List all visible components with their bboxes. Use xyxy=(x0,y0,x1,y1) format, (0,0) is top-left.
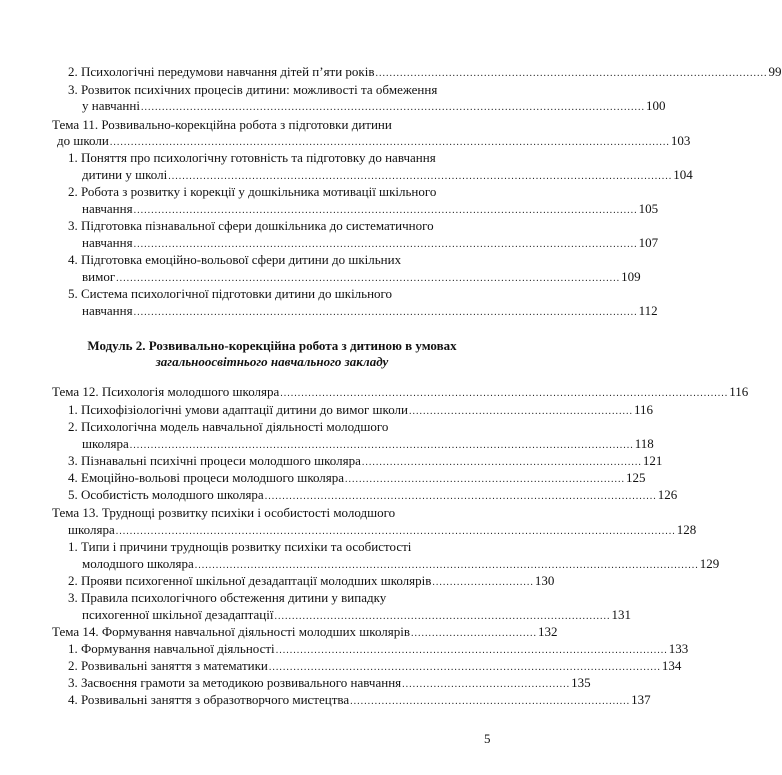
toc-page-number: 126 xyxy=(657,487,678,502)
toc-entry-title: 1. Психофізіологічні умови адаптації дитини до вимог школи xyxy=(68,402,408,417)
toc-leader-dots: ................................................................................................................................................ xyxy=(168,171,673,182)
toc-leader-dots: ................................................................................................................................................................ xyxy=(109,137,670,148)
toc-entry[interactable] xyxy=(68,675,591,692)
toc-page-number: 100 xyxy=(645,98,666,113)
toc-entry-title: 4. Емоційно-вольові процеси молодшого школяра xyxy=(68,470,345,485)
toc-entry-title: 2. Прояви психогенної шкільної дезадаптації молодших школярів xyxy=(68,573,432,588)
toc-entry-title: 1. Типи і причини труднощів розвитку психіки та особистості xyxy=(68,539,412,554)
toc-entry[interactable] xyxy=(68,402,654,419)
toc-leader-dots: ................................................................................................................ xyxy=(264,491,657,502)
toc-entry[interactable] xyxy=(68,641,689,658)
toc-leader-dots: ................................................................................................ xyxy=(274,611,611,622)
toc-entry[interactable] xyxy=(68,64,782,81)
toc-entry-title: 2. Психологічна модель навчальної діяльності молодшого xyxy=(68,419,389,434)
toc-entry[interactable] xyxy=(82,556,720,573)
toc-entry-title-cont: навчання xyxy=(82,303,133,318)
toc-leader-dots: ................................................................................................................................................ xyxy=(140,102,645,113)
toc-page-number: 133 xyxy=(668,641,689,656)
toc-entry-title-cont: дитини у школі xyxy=(82,167,168,182)
toc-topic-title: Тема 12. Психологія молодшого школяра xyxy=(52,384,280,399)
toc-page-number: 132 xyxy=(538,624,558,639)
toc-page-number: 121 xyxy=(642,453,663,468)
toc-entry[interactable] xyxy=(68,573,555,590)
toc-entry-title: 3. Правила психологічного обстеження дитини у випадку xyxy=(68,590,387,605)
toc-leader-dots: ................................................................................ xyxy=(350,696,631,707)
toc-entry-title-cont: психогенної шкільної дезадаптації xyxy=(82,607,274,622)
toc-entry[interactable] xyxy=(68,470,646,487)
toc-leader-dots: ................................................................................................................ xyxy=(268,662,661,673)
toc-page-number: 135 xyxy=(571,675,591,690)
toc-page-number: 130 xyxy=(534,573,555,588)
toc-topic-title-cont: до школи xyxy=(57,133,109,148)
toc-entry[interactable] xyxy=(82,269,641,286)
toc-leader-dots: ................................................................................................................................................ xyxy=(116,273,621,284)
toc-entry-title: 1. Формування навчальної діяльності xyxy=(68,641,275,656)
toc-entry-title: 5. Особистість молодшого школяра xyxy=(68,487,264,502)
toc-leader-dots: ................................................ xyxy=(402,679,571,690)
toc-entry-title: 3. Розвиток психічних процесів дитини: можливості та обмеження xyxy=(68,82,438,97)
toc-topic-title: Тема 13. Труднощі розвитку психіки і особистості молодшого xyxy=(52,505,396,520)
toc-page-number: 128 xyxy=(676,522,697,537)
toc-entry[interactable] xyxy=(68,692,651,709)
toc-leader-dots: ................................................................................................................................................ xyxy=(194,560,699,571)
toc-leader-dots: ................................................................................................................................ xyxy=(280,388,729,399)
toc-entry[interactable] xyxy=(68,487,678,504)
toc-page-number: 134 xyxy=(661,658,682,673)
module-heading-line2: загальноосвітнього навчального закладу xyxy=(155,354,389,369)
toc-topic[interactable] xyxy=(52,384,749,401)
toc-page-number: 137 xyxy=(631,692,651,707)
toc-entry[interactable] xyxy=(82,436,654,453)
toc-entry-title: 5. Система психологічної підготовки дитини до шкільного xyxy=(68,286,393,301)
toc-entry-title: 3. Підготовка пізнавальної сфери дошкільника до систематичного xyxy=(68,218,434,233)
toc-leader-dots: ................................................................................................................................................ xyxy=(133,205,638,216)
toc-entry-title-cont: у навчанні xyxy=(82,98,140,113)
toc-page-number: 129 xyxy=(699,556,720,571)
toc-topic-title-cont: школяра xyxy=(68,522,115,537)
toc-entry-title-cont: навчання xyxy=(82,235,133,250)
toc-leader-dots: ................................................................................................................................................ xyxy=(133,307,638,318)
toc-entry-title-cont: навчання xyxy=(82,201,133,216)
toc-leader-dots: ................................................................................................................................................................ xyxy=(115,526,676,537)
toc-leader-dots: ................................................................................................................ xyxy=(375,68,768,79)
toc-page-number: 99 xyxy=(768,64,782,79)
toc-entry-title: 1. Поняття про психологічну готовність та підготовку до навчання xyxy=(68,150,436,165)
toc-leader-dots: ................................................................ xyxy=(408,406,633,417)
toc-entry[interactable] xyxy=(82,98,666,115)
toc-leader-dots: ................................................................................................................ xyxy=(275,645,668,656)
toc-page-number: 107 xyxy=(638,235,659,250)
toc-leader-dots: ................................................................................................................................................ xyxy=(133,239,638,250)
toc-topic[interactable] xyxy=(68,522,697,539)
page-number: 5 xyxy=(484,731,491,746)
toc-entry-title-cont: школяра xyxy=(82,436,129,451)
toc-leader-dots: .................................... xyxy=(411,628,538,639)
module-heading xyxy=(50,338,494,370)
module-heading-line1: Модуль 2. Розвивально-корекційна робота з дитиною в умовах xyxy=(87,338,457,353)
toc-entry-title: 2. Розвивальні заняття з математики xyxy=(68,658,268,673)
toc-topic-title: Тема 11. Розвивально-корекційна робота з підготовки дитини xyxy=(52,117,392,132)
toc-topic-title: Тема 14. Формування навчальної діяльності молодших школярів xyxy=(52,624,411,639)
toc-entry[interactable] xyxy=(68,453,663,470)
toc-page-number: 116 xyxy=(729,384,749,399)
toc-leader-dots: ............................. xyxy=(432,577,534,588)
toc-page-number: 112 xyxy=(638,303,658,318)
toc-page-number: 125 xyxy=(626,470,646,485)
toc-page-number: 109 xyxy=(621,269,641,284)
toc-entry-title: 2. Психологічні передумови навчання дітей п’яти років xyxy=(68,64,375,79)
toc-entry-title: 3. Пізнавальні психічні процеси молодшого школяра xyxy=(68,453,361,468)
toc-entry[interactable] xyxy=(68,658,682,675)
toc-page-number: 118 xyxy=(634,436,654,451)
toc-entry-title: 2. Робота з розвитку і корекції у дошкільника мотивації шкільного xyxy=(68,184,437,199)
toc-leader-dots: ................................................................................ xyxy=(345,474,626,485)
toc-entry[interactable] xyxy=(82,235,659,252)
toc-leader-dots: ................................................................................ xyxy=(361,457,642,468)
toc-entry[interactable] xyxy=(82,201,659,218)
toc-entry-title: 4. Розвивальні заняття з образотворчого мистецтва xyxy=(68,692,350,707)
toc-leader-dots: ................................................................................................................................................ xyxy=(129,440,634,451)
toc-entry[interactable] xyxy=(82,303,658,320)
toc-entry-title-cont: молодшого школяра xyxy=(82,556,194,571)
toc-entry-title: 3. Засвоєння грамоти за методикою розвивального навчання xyxy=(68,675,402,690)
toc-page-number: 103 xyxy=(670,133,691,148)
toc-page-number: 104 xyxy=(673,167,693,182)
toc-page-number: 116 xyxy=(633,402,654,417)
toc-entry-title-cont: вимог xyxy=(82,269,116,284)
toc-topic[interactable] xyxy=(57,133,691,150)
toc-page-number: 131 xyxy=(611,607,631,622)
toc-page-number: 105 xyxy=(638,201,659,216)
toc-entry[interactable] xyxy=(82,607,631,624)
toc-entry[interactable] xyxy=(82,167,693,184)
toc-entry-title: 4. Підготовка емоційно-вольової сфери дитини до шкільних xyxy=(68,252,402,267)
toc-topic[interactable] xyxy=(52,624,558,641)
